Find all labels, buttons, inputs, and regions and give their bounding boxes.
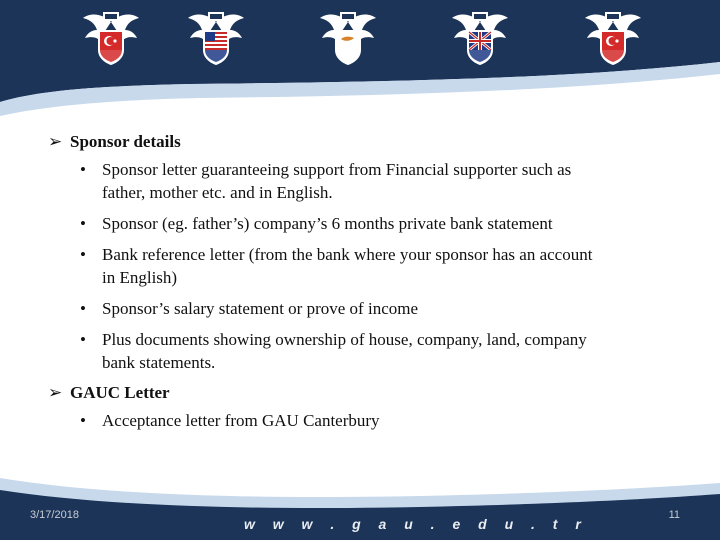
- bullet-text-line: Acceptance letter from GAU Canterbury: [102, 411, 380, 430]
- bullet-item: [48, 212, 698, 235]
- bullet-item: [48, 328, 698, 374]
- bullet-item: [48, 297, 698, 320]
- bullet-item: [48, 409, 698, 432]
- bullet-text-line: Sponsor’s salary statement or prove of income: [102, 299, 419, 318]
- bullet-text-line: in English): [102, 268, 178, 287]
- bullet-dot-icon: •: [80, 299, 86, 318]
- section-heading: [48, 131, 698, 153]
- bullet-text-line: Sponsor letter guaranteeing support from Financial supporter such as: [102, 160, 572, 179]
- eagle-crest-icon: [452, 8, 508, 66]
- arrow-bullet-icon: ➢: [48, 383, 63, 402]
- bullet-dot-icon: •: [80, 245, 86, 264]
- section-heading-text: Sponsor details: [70, 132, 181, 151]
- footer-date: 3/17/2018: [30, 509, 79, 521]
- section-heading-text: GAUC Letter: [70, 383, 170, 402]
- slide-content: [48, 131, 698, 440]
- bullet-dot-icon: •: [80, 411, 86, 430]
- bullet-text-line: father, mother etc. and in English.: [102, 183, 333, 202]
- bullet-item: [48, 243, 698, 289]
- bullet-text-line: Plus documents showing ownership of house, company, land, company: [102, 330, 587, 349]
- eagle-crest-icon: [320, 8, 376, 66]
- eagle-crest-icon: [188, 8, 244, 66]
- page-number: 11: [668, 509, 680, 521]
- bullet-text-line: Sponsor (eg. father’s) company’s 6 months private bank statement: [102, 214, 553, 233]
- section-heading: [48, 382, 698, 404]
- bullet-dot-icon: •: [80, 160, 86, 179]
- footer-url: w w w . g a u . e d u . t r: [244, 516, 588, 532]
- eagle-crest-icon: [83, 8, 139, 66]
- bullet-dot-icon: •: [80, 330, 86, 349]
- eagle-crest-icon: [585, 8, 641, 66]
- arrow-bullet-icon: ➢: [48, 132, 63, 151]
- bullet-dot-icon: •: [80, 214, 86, 233]
- bullet-text-line: bank statements.: [102, 353, 216, 372]
- bullet-text-line: Bank reference letter (from the bank where your sponsor has an account: [102, 245, 593, 264]
- bullet-item: [48, 158, 698, 204]
